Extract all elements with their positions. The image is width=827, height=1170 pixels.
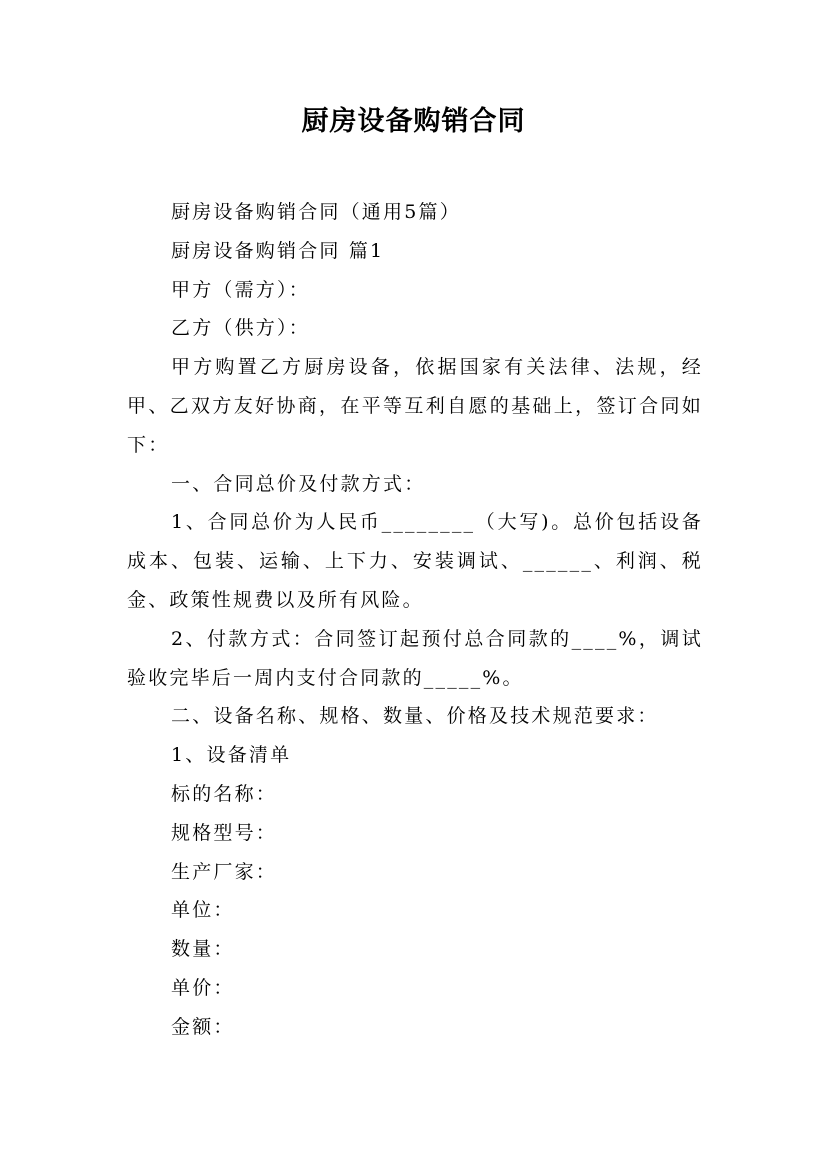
paragraph-item-manufacturer: 生产厂家： (171, 860, 278, 883)
paragraph-item-model: 规格型号： (171, 821, 278, 844)
paragraph-party-a: 甲方（需方）： (171, 278, 310, 301)
paragraph-clause-1-2: 2、付款方式：合同签订起预付总合同款的____%，调试验收完毕后一周内支付合同款的_____%。 (127, 627, 703, 689)
paragraph-item-quantity: 数量： (171, 938, 235, 961)
paragraph-party-b: 乙方（供方）： (171, 317, 310, 340)
paragraph-item-amount: 金额： (171, 1015, 235, 1038)
paragraph-subtitle: 厨房设备购销合同（通用5篇） (171, 201, 461, 223)
paragraph-equipment-list: 1、设备清单 (171, 744, 292, 767)
paragraph-clause-1-1: 1、合同总价为人民币________（大写)。总价包括设备成本、包装、运输、上下力、安装调试、______、利润、税金、政策性规费以及所有风险。 (127, 511, 703, 611)
paragraph-item-name: 标的名称： (171, 782, 278, 805)
document-title: 厨房设备购销合同 (301, 106, 526, 137)
paragraph-section-heading: 厨房设备购销合同 篇1 (171, 239, 385, 262)
paragraph-preamble: 甲方购置乙方厨房设备，依据国家有关法律、法规，经甲、乙双方友好协商，在平等互利自愿的基础上，签订合同如下： (127, 356, 703, 456)
paragraph-clause-2-heading: 二、设备名称、规格、数量、价格及技术规范要求： (171, 705, 659, 728)
paragraph-item-unit-price: 单价： (171, 976, 235, 999)
paragraph-item-unit: 单位： (171, 899, 235, 922)
paragraph-clause-1-heading: 一、合同总价及付款方式： (171, 472, 426, 495)
document-body (127, 193, 703, 1047)
